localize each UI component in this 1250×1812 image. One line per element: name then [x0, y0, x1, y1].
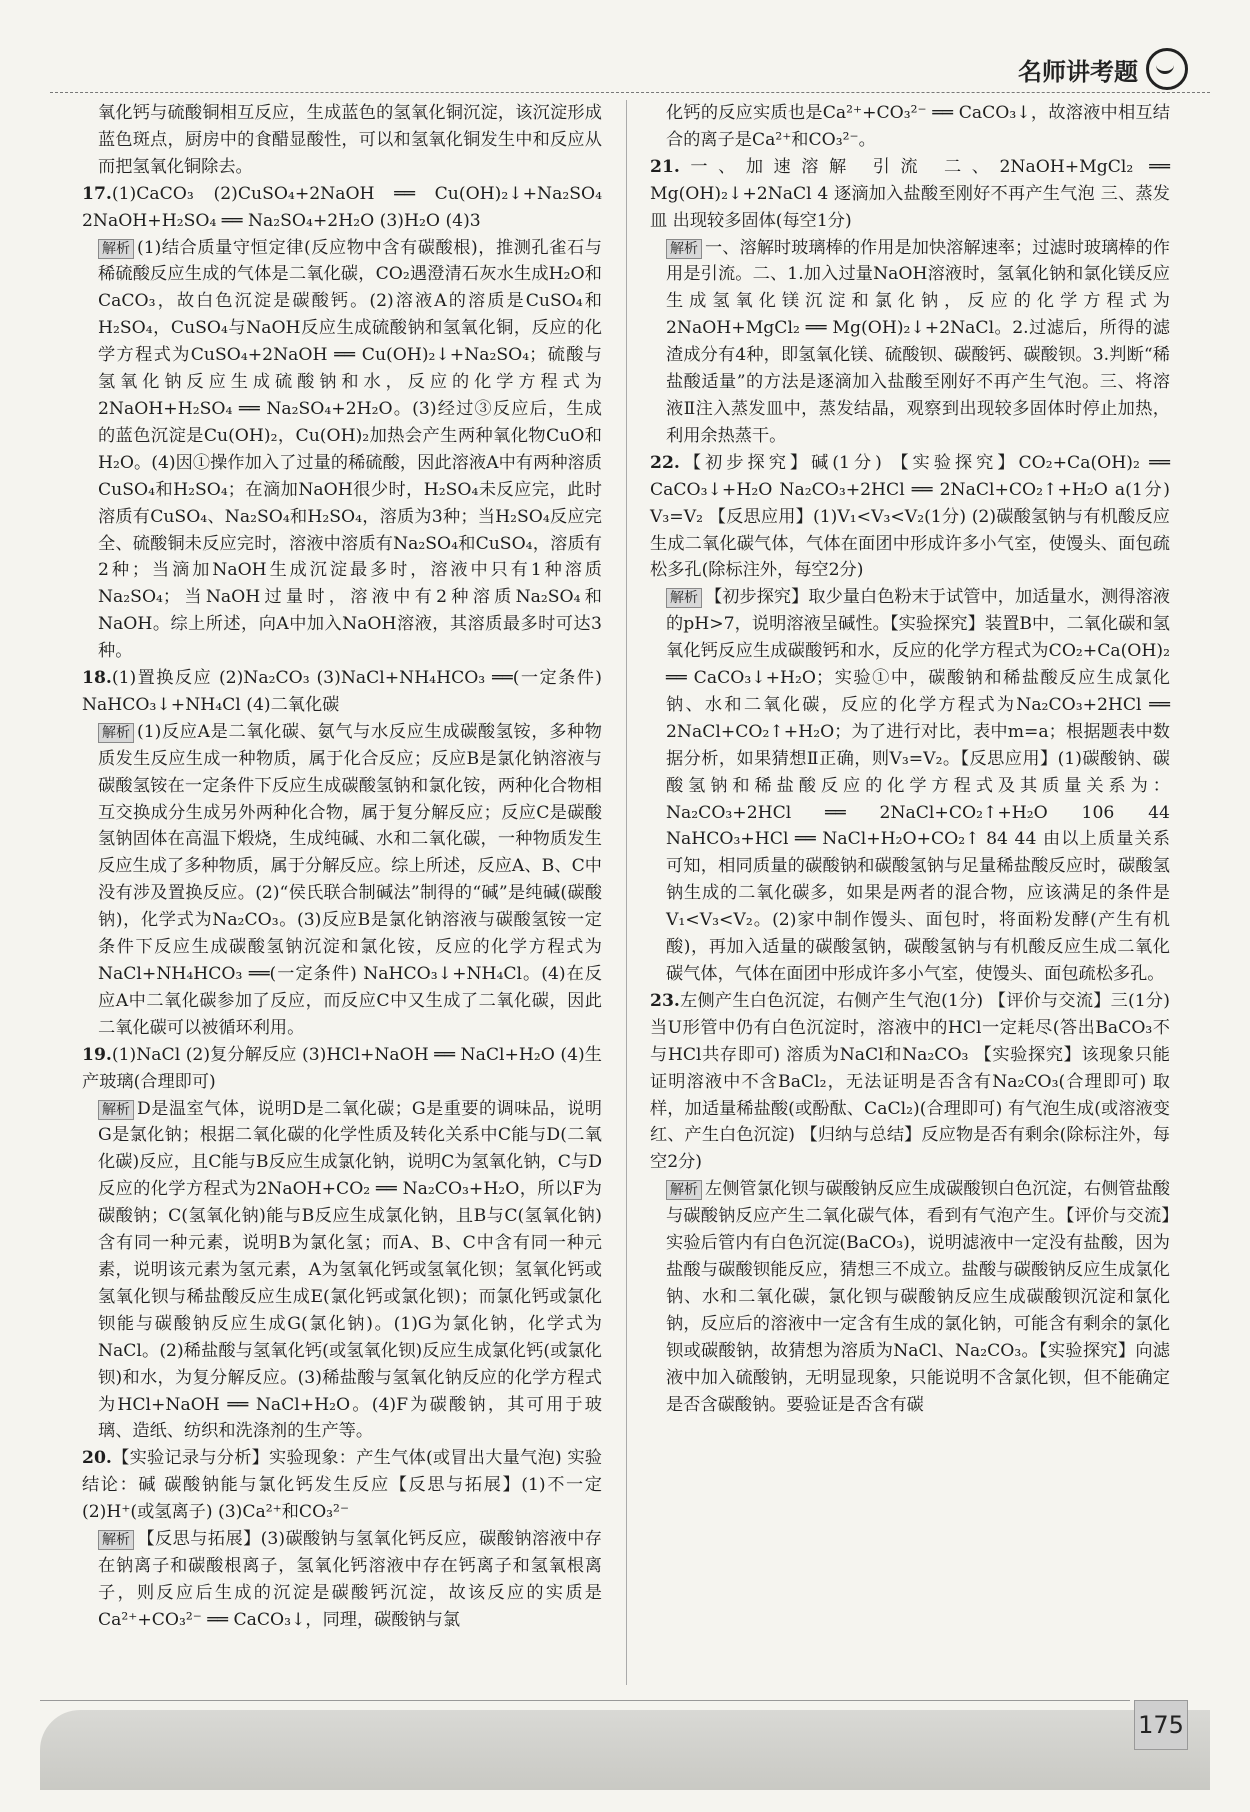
analysis-tag: 解析 — [666, 1180, 702, 1200]
analysis-tag: 解析 — [98, 1530, 134, 1550]
paragraph-text: 【初步探究】碱(1分) 【实验探究】CO₂+Ca(OH)₂ ══ CaCO₃↓+H₂O Na₂CO₃+2HCl ══ 2NaCl+CO₂↑+H₂O a(1分) V₃=V₂ 【反思应用】(1)V₁<V₃<V₂(1分) (2)碳酸氢钠与有机酸反应生成二氧化碳气体，气体在面团中形成许多小气室，使馒头、面包疏松多孔(除标注外，每空2分) — [650, 452, 1170, 581]
paragraph-text: 一、加速溶解 引流 二、2NaOH+MgCl₂ ══ Mg(OH)₂↓+2NaCl 4 逐滴加入盐酸至刚好不再产生气泡 三、蒸发皿 出现较多固体(每空1分) — [650, 156, 1170, 231]
question-number: 19. — [82, 1044, 112, 1065]
question-answer — [650, 154, 1170, 235]
question-number: 21. — [650, 156, 680, 177]
analysis-tag: 解析 — [98, 723, 134, 743]
paragraph-text: (1)CaCO₃ (2)CuSO₄+2NaOH ══ Cu(OH)₂↓+Na₂SO₄ 2NaOH+H₂SO₄ ══ Na₂SO₄+2H₂O (3)H₂O (4)3 — [82, 183, 602, 231]
right-column — [650, 100, 1170, 1418]
analysis-paragraph — [82, 100, 602, 181]
page-number: 175 — [1134, 1700, 1188, 1750]
analysis-paragraph — [82, 719, 602, 1042]
paragraph-text: (1)NaCl (2)复分解反应 (3)HCl+NaOH ══ NaCl+H₂O (4)生产玻璃(合理即可) — [82, 1044, 602, 1092]
paragraph-text: 【初步探究】取少量白色粉末于试管中，加适量水，测得溶液的pH>7，说明溶液呈碱性。【实验探究】装置B中，二氧化碳和氢氧化钙反应生成碳酸钙和水，反应的化学方程式为CO₂+Ca(OH)₂ ══ CaCO₃↓+H₂O；实验①中，碳酸钠和稀盐酸反应生成氯化钠、水和二氧化碳，反应的化学方程式为Na₂CO₃+2HCl ══ 2NaCl+CO₂↑+H₂O；为了进行对比，表中m=a；根据题表中数据分析，如果猜想Ⅱ正确，则V₃=V₂。【反思应用】(1)碳酸钠、碳酸氢钠和稀盐酸反应的化学方程式及其质量关系为：Na₂CO₃+2HCl ══ 2NaCl+CO₂↑+H₂O 106 44 NaHCO₃+HCl ══ NaCl+H₂O+CO₂↑ 84 44 由以上质量关系可知，相同质量的碳酸钠和碳酸氢钠与足量稀盐酸反应时，碳酸氢钠生成的二氧化碳多，如果是两者的混合物，应该满足的条件是V₁<V₃<V₂。(2)家中制作馒头、面包时，将面粉发酵(产生有机酸)，再加入适量的碳酸氢钠，碳酸氢钠与有机酸反应生成二氧化碳气体，气体在面团中形成许多小气室，使馒头、面包疏松多孔。 — [666, 587, 1170, 984]
brand-text: 名师讲考题 — [1018, 57, 1138, 86]
analysis-paragraph — [650, 100, 1170, 154]
paragraph-text: 化钙的反应实质也是Ca²⁺+CO₃²⁻ ══ CaCO₃↓，故溶液中相互结合的离子是Ca²⁺和CO₃²⁻。 — [666, 103, 1170, 150]
brand — [1018, 48, 1188, 90]
footer-divider — [40, 1700, 1130, 1701]
paragraph-text: 一、溶解时玻璃棒的作用是加快溶解速率；过滤时玻璃棒的作用是引流。二、1.加入过量NaOH溶液时，氢氧化钠和氯化镁反应生成氢氧化镁沉淀和氯化钠，反应的化学方程式为2NaOH+MgCl₂ ══ Mg(OH)₂↓+2NaCl。2.过滤后，所得的滤渣成分有4种，即氢氧化镁、硫酸钡、碳酸钙、碳酸钡。3.判断“稀盐酸适量”的方法是逐滴加入盐酸至刚好不再产生气泡。三、将溶液Ⅱ注入蒸发皿中，蒸发结晶，观察到出现较多固体时停止加热，利用余热蒸干。 — [666, 237, 1170, 446]
analysis-paragraph — [82, 1526, 602, 1634]
analysis-paragraph — [82, 1096, 602, 1446]
paragraph-text: 氧化钙与硫酸铜相互反应，生成蓝色的氢氧化铜沉淀，该沉淀形成蓝色斑点，厨房中的食醋显酸性，可以和氢氧化铜发生中和反应从而把氢氧化铜除去。 — [98, 103, 602, 177]
brand-logo-icon — [1146, 48, 1188, 90]
paragraph-text: 【实验记录与分析】实验现象：产生气体(或冒出大量气泡) 实验结论：碱 碳酸钠能与氯化钙发生反应【反思与拓展】(1)不一定 (2)H⁺(或氢离子) (3)Ca²⁺和CO₃²⁻ — [82, 1448, 602, 1523]
question-answer — [82, 1445, 602, 1526]
question-number: 23. — [650, 990, 680, 1011]
footer-band — [40, 1710, 1210, 1790]
paragraph-text: 【反思与拓展】(3)碳酸钠与氢氧化钙反应，碳酸钠溶液中存在钠离子和碳酸根离子，氢氧化钙溶液中存在钙离子和氢氧根离子，则反应后生成的沉淀是碳酸钙沉淀，故该反应的实质是Ca²⁺+CO₃²⁻ ══ CaCO₃↓，同理，碳酸钠与氯 — [98, 1529, 602, 1630]
question-answer — [650, 988, 1170, 1176]
question-answer — [82, 665, 602, 719]
paragraph-text: (1)结合质量守恒定律(反应物中含有碳酸根)，推测孔雀石与稀硫酸反应生成的气体是二氧化碳，CO₂遇澄清石灰水生成H₂O和CaCO₃，故白色沉淀是碳酸钙。(2)溶液A的溶质是CuSO₄和H₂SO₄，CuSO₄与NaOH反应生成硫酸钠和氢氧化铜，反应的化学方程式为CuSO₄+2NaOH ══ Cu(OH)₂↓+Na₂SO₄；硫酸与氢氧化钠反应生成硫酸钠和水，反应的化学方程式为2NaOH+H₂SO₄ ══ Na₂SO₄+2H₂O。(3)经过③反应后，生成的蓝色沉淀是Cu(OH)₂，Cu(OH)₂加热会产生两种氧化物CuO和H₂O。(4)因①操作加入了过量的稀硫酸，因此溶液A中有两种溶质CuSO₄和H₂SO₄；在滴加NaOH很少时，H₂SO₄未反应完，此时溶质有CuSO₄、Na₂SO₄和H₂SO₄，溶质为3种；当H₂SO₄反应完全、硫酸铜未反应完时，溶液中溶质有Na₂SO₄和CuSO₄，溶质有2种；当滴加NaOH生成沉淀最多时，溶液中只有1种溶质Na₂SO₄；当NaOH过量时，溶液中有2种溶质Na₂SO₄和NaOH。综上所述，向A中加入NaOH溶液，其溶质最多时可达3种。 — [98, 237, 602, 662]
analysis-tag: 解析 — [666, 239, 702, 259]
paragraph-text: 左侧产生白色沉淀，右侧产生气泡(1分) 【评价与交流】三(1分) 当U形管中仍有白色沉淀时，溶液中的HCl一定耗尽(答出BaCO₃不与HCl共存即可) 溶质为NaCl和Na₂CO₃ 【实验探究】该现象只能证明溶液中不含BaCl₂，无法证明是否含有Na₂CO₃(合理即可) 取样，加适量稀盐酸(或酚酞、CaCl₂)(合理即可) 有气泡生成(或溶液变红、产生白色沉淀) 【归纳与总结】反应物是否有剩余(除标注外，每空2分) — [650, 990, 1170, 1173]
left-column — [82, 100, 602, 1634]
question-number: 17. — [82, 183, 112, 204]
analysis-tag: 解析 — [98, 1100, 134, 1120]
analysis-paragraph — [650, 1176, 1170, 1418]
analysis-paragraph — [650, 584, 1170, 988]
question-number: 18. — [82, 668, 112, 689]
column-divider — [626, 100, 627, 1685]
paragraph-text: (1)置换反应 (2)Na₂CO₃ (3)NaCl+NH₄HCO₃ ══(一定条件) NaHCO₃↓+NH₄Cl (4)二氧化碳 — [82, 668, 602, 715]
question-answer — [82, 1042, 602, 1096]
question-number: 22. — [650, 452, 680, 473]
paragraph-text: 左侧管氯化钡与碳酸钠反应生成碳酸钡白色沉淀，右侧管盐酸与碳酸钠反应产生二氧化碳气体，看到有气泡产生。【评价与交流】实验后管内有白色沉淀(BaCO₃)，说明滤液中一定没有盐酸，因为盐酸与碳酸钡能反应，猜想三不成立。盐酸与碳酸钠反应生成氯化钠、水和二氧化碳，氯化钡与碳酸钠反应生成碳酸钡沉淀和氯化钠，反应后的溶液中一定含有生成的氯化钠，可能含有剩余的氯化钡或碳酸钠，故猜想为溶质为NaCl、Na₂CO₃。【实验探究】向滤液中加入硫酸钠，无明显现象，只能说明不含氯化钡，但不能确定是否含碳酸钠。要验证是否含有碳 — [666, 1179, 1170, 1415]
question-answer — [650, 450, 1170, 585]
question-number: 20. — [82, 1448, 112, 1469]
paragraph-text: (1)反应A是二氧化碳、氨气与水反应生成碳酸氢铵，多种物质发生反应生成一种物质，属于化合反应；反应B是氯化钠溶液与碳酸氢铵在一定条件下反应生成碳酸氢钠和氯化铵，两种化合物相互交换成分生成另外两种化合物，属于复分解反应；反应C是碳酸氢钠固体在高温下煅烧，生成纯碱、水和二氧化碳，一种物质发生反应生成了多种物质，属于分解反应。综上所述，反应A、B、C中没有涉及置换反应。(2)“侯氏联合制碱法”制得的“碱”是纯碱(碳酸钠)，化学式为Na₂CO₃。(3)反应B是氯化钠溶液与碳酸氢铵一定条件下反应生成碳酸氢钠沉淀和氯化铵，反应的化学方程式为NaCl+NH₄HCO₃ ══(一定条件) NaHCO₃↓+NH₄Cl。(4)在反应A中二氧化碳参加了反应，而反应C中又生成了二氧化碳，因此二氧化碳可以被循环利用。 — [98, 721, 602, 1038]
paragraph-text: D是温室气体，说明D是二氧化碳；G是重要的调味品，说明G是氯化钠；根据二氧化碳的化学性质及转化关系中C能与D(二氧化碳)反应，且C能与B反应生成氯化钠，说明C为氢氧化钠，C与D反应的化学方程式为2NaOH+CO₂ ══ Na₂CO₃+H₂O，所以F为碳酸钠；C(氢氧化钠)能与B反应生成氯化钠，且B与C(氢氧化钠)含有同一种元素，说明B为氯化氢；而A、B、C中含有同一种元素，说明该元素为氢元素，A为氢氧化钙或氢氧化钡；氢氧化钙或氢氧化钡与稀盐酸反应生成E(氯化钙或氯化钡)；而氯化钙或氯化钡能与碳酸钠反应生成G(氯化钠)。(1)G为氯化钠，化学式为NaCl。(2)稀盐酸与氢氧化钙(或氢氧化钡)反应生成氯化钙(或氯化钡)和水，为复分解反应。(3)稀盐酸与氢氧化钠反应的化学方程式为HCl+NaOH ══ NaCl+H₂O。(4)F为碳酸钠，其可用于玻璃、造纸、纺织和洗涤剂的生产等。 — [98, 1098, 602, 1442]
analysis-tag: 解析 — [666, 588, 702, 608]
header-divider — [50, 92, 1210, 93]
question-answer — [82, 181, 602, 235]
analysis-tag: 解析 — [98, 239, 134, 259]
analysis-paragraph — [650, 235, 1170, 450]
analysis-paragraph — [82, 235, 602, 666]
